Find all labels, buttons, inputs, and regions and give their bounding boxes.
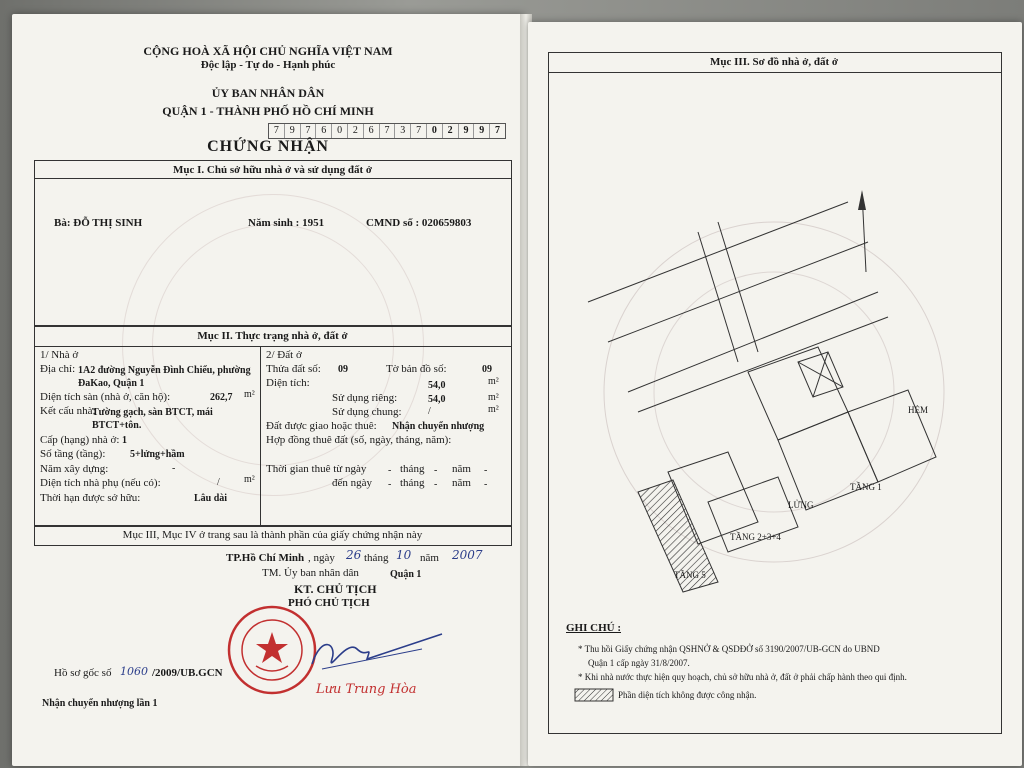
house-heading: 1/ Nhà ở <box>40 349 79 361</box>
grade-value: 1 <box>122 435 127 446</box>
allocation-value: Nhận chuyển nhượng <box>392 421 485 432</box>
map-sheet-label: Tờ bản đồ số: <box>386 363 447 375</box>
certificate-right-page <box>528 22 1022 766</box>
district-city: QUẬN 1 - THÀNH PHỐ HỒ CHÍ MINH <box>162 104 374 118</box>
year-label: năm <box>420 552 439 564</box>
alley-label: HẺM <box>908 405 928 415</box>
place: TP.Hồ Chí Minh <box>226 552 305 564</box>
term-label: Thời hạn được sở hữu: <box>40 492 141 504</box>
section-note: Mục III, Mục IV ở trang sau là thành phần của giấy chứng nhận này <box>122 529 423 541</box>
record-label: Hồ sơ gốc số <box>54 667 112 679</box>
note1-continued: Quận 1 cấp ngày 31/8/2007. <box>588 658 690 668</box>
column-divider <box>260 346 261 525</box>
birth-year: Năm sinh : 1951 <box>248 217 325 229</box>
section1-title: Mục I. Chủ sở hữu nhà ở và sử dụng đất ở <box>173 164 372 176</box>
transfer-note: Nhận chuyển nhượng lần 1 <box>42 698 158 709</box>
record-suffix: /2009/UB.GCN <box>152 667 223 679</box>
national-title: CỘNG HOÀ XÃ HỘI CHỦ NGHĨA VIỆT NAM <box>143 44 393 58</box>
signer-role1: KT. CHỦ TỊCH <box>294 582 377 596</box>
structure-value: Tường gạch, sàn BTCT, mái BTCT+tôn. <box>92 407 213 431</box>
month-label: tháng <box>400 463 425 475</box>
hatch-legend-swatch <box>574 688 614 702</box>
on-behalf-district: Quận 1 <box>390 569 422 580</box>
grade-label: Cấp (hạng) nhà ở: <box>40 434 120 446</box>
term-value: Lâu dài <box>194 493 228 504</box>
year-label: năm <box>452 463 471 475</box>
certificate-left-page <box>12 14 524 766</box>
shared-use-value: / <box>428 406 431 417</box>
month-value: 10 <box>396 548 412 562</box>
owner-name: Bà: ĐỖ THỊ SINH <box>54 217 143 229</box>
unit-m2: m² <box>244 389 255 400</box>
lease-to-label: đến ngày <box>332 477 373 489</box>
allocation-label: Đất được giao hoặc thuê: <box>266 420 377 432</box>
land-area-value: 54,0 <box>428 380 446 391</box>
day-label: , ngày <box>308 552 335 564</box>
divider <box>34 346 511 347</box>
legend-text: Phần diện tích không được công nhận. <box>618 690 757 700</box>
shared-use-label: Sử dụng chung: <box>332 406 402 418</box>
unit-m2: m² <box>488 392 499 403</box>
divider <box>548 72 1001 73</box>
parcel-value: 09 <box>338 364 348 375</box>
land-heading: 2/ Đất ở <box>266 349 302 361</box>
floor-area-label: Diện tích sàn (nhà ở, căn hộ): <box>40 391 171 403</box>
id-number: CMND số : 020659803 <box>366 217 472 229</box>
month-label: tháng <box>400 477 425 489</box>
note1: * Thu hồi Giấy chứng nhận QSHNỞ & QSDĐỞ số 3190/2007/UB-GCN do UBND <box>578 644 880 654</box>
unit-m2: m² <box>488 376 499 387</box>
parcel-label: Thửa đất số: <box>266 363 321 375</box>
dash: - <box>484 479 488 490</box>
dash: - <box>388 465 392 476</box>
aux-area-label: Diện tích nhà phụ (nếu có): <box>40 477 161 489</box>
floor5-label: TẦNG 5 <box>674 570 706 580</box>
private-use-value: 54,0 <box>428 394 446 405</box>
floor1-label: TẦNG 1 <box>850 482 882 492</box>
floor-area-value: 262,7 <box>210 392 233 403</box>
unit-m2: m² <box>244 474 255 485</box>
serial-number-box: 7 9 7 6 0 2 6 7 3 7 0 2 9 9 7 <box>268 123 506 139</box>
map-sheet-value: 09 <box>482 364 492 375</box>
floors-value: 5+lửng+hầm <box>130 449 185 460</box>
site-diagram <box>548 172 1000 622</box>
private-use-label: Sử dụng riêng: <box>332 392 398 404</box>
month-label: tháng <box>364 552 389 564</box>
aux-area-value: / <box>217 477 220 488</box>
note2: * Khi nhà nước thực hiện quy hoạch, chủ sở hữu nhà ở, đất ở phải chấp hành theo qui định. <box>578 672 907 682</box>
signature <box>302 614 452 684</box>
unit-m2: m² <box>488 404 499 415</box>
section2-title: Mục II. Thực trạng nhà ở, đất ở <box>197 330 348 342</box>
year-built-label: Năm xây dựng: <box>40 463 109 475</box>
floors-label: Số tầng (tầng): <box>40 448 106 460</box>
on-behalf: TM. Ủy ban nhân dân <box>262 567 359 579</box>
structure-label: Kết cấu nhà: <box>40 405 96 417</box>
committee-title: ỦY BAN NHÂN DÂN <box>211 86 325 100</box>
doc-title: CHỨNG NHẬN <box>207 138 329 155</box>
day-value: 26 <box>346 548 362 562</box>
land-area-label: Diện tích: <box>266 377 310 389</box>
address-label: Địa chỉ: <box>40 363 76 375</box>
dash: - <box>434 479 438 490</box>
section3-title: Mục III. Sơ đồ nhà ở, đất ở <box>710 56 838 68</box>
mezz-label: LỬNG <box>788 500 814 510</box>
signer-role2: PHÓ CHỦ TỊCH <box>288 597 370 609</box>
divider <box>34 178 511 179</box>
floor24-label: TẦNG 2+3+4 <box>730 532 781 542</box>
address-value: 1A2 đường Nguyễn Đình Chiểu, phường ĐaKao, Quận 1 <box>78 365 251 389</box>
dash: - <box>484 465 488 476</box>
notes-title: GHI CHÚ : <box>566 622 621 634</box>
dash: - <box>434 465 438 476</box>
year-value: 2007 <box>452 548 483 562</box>
year-built-value: - <box>172 463 176 474</box>
lease-from-label: Thời gian thuê từ ngày <box>266 463 367 475</box>
year-label: năm <box>452 477 471 489</box>
signer-name: Lưu Trung Hòa <box>316 682 417 697</box>
section1-box <box>34 160 512 326</box>
lease-contract-label: Hợp đồng thuê đất (số, ngày, tháng, năm): <box>266 434 452 446</box>
motto: Độc lập - Tự do - Hạnh phúc <box>200 59 336 71</box>
record-number: 1060 <box>120 665 148 678</box>
dash: - <box>388 479 392 490</box>
